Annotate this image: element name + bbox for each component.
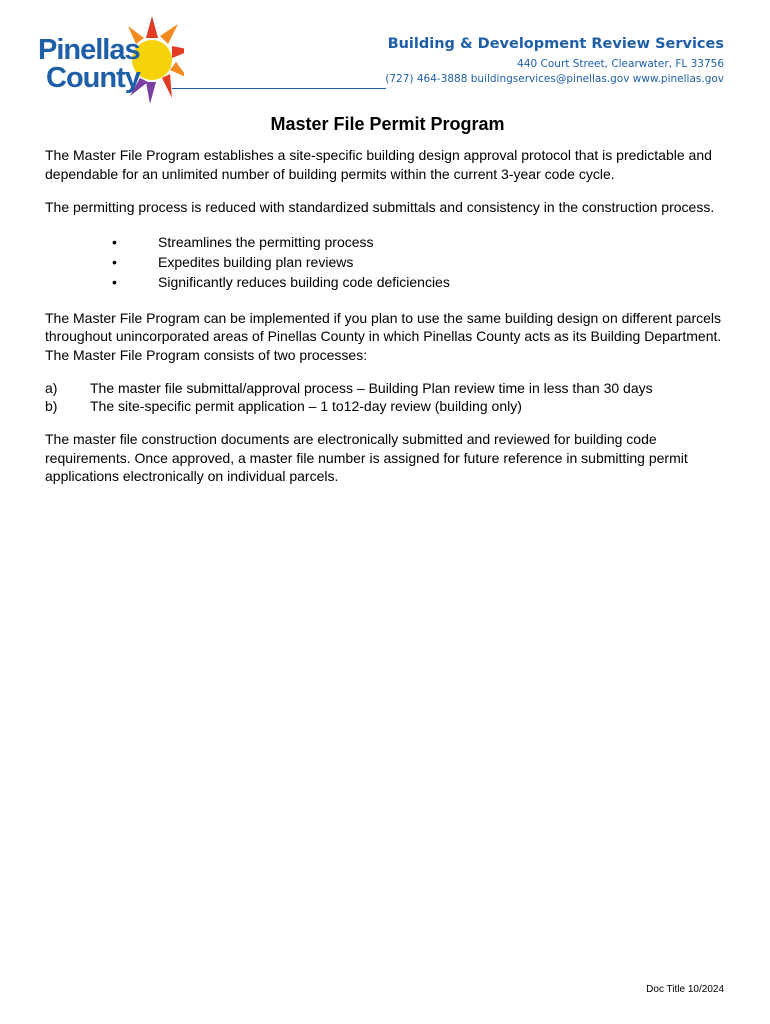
bullet-icon: •	[112, 253, 117, 270]
processes-list	[45, 379, 730, 415]
department-contact: (727) 464-3888 buildingservices@pinellas.gov www.pinellas.gov	[385, 73, 724, 85]
process-paragraph: The permitting process is reduced with standardized submittals and consistency in the construction process.	[45, 199, 715, 215]
department-block	[385, 36, 724, 85]
list-item: b) The site-specific permit application – 1 to12-day review (building only)	[45, 398, 522, 414]
implementation-paragraph: The Master File Program can be implemented if you plan to use the same building design on different parcels throughout unincorporated areas of Pinellas County in which Pinellas County acts as its Building Department. The Master File Program consists of two processes:	[45, 309, 722, 363]
doc-footer: Doc Title 10/2024	[646, 984, 724, 995]
header-divider	[172, 88, 386, 89]
bullet-icon: •	[112, 273, 117, 290]
intro-paragraph: The Master File Program establishes a site-specific building design approval protocol that is predictable and dependable for an unlimited number of building permits within the current 3-year code cycle.	[45, 147, 712, 182]
list-item: • Streamlines the permitting process	[112, 233, 374, 250]
letterhead	[0, 0, 770, 110]
logo-line-2: County	[46, 62, 140, 94]
document-body	[45, 114, 730, 501]
list-item: • Expedites building plan reviews	[112, 253, 354, 270]
submission-paragraph: The master file construction documents are electronically submitted and reviewed for building code requirements. Once approved, a master file number is assigned for future reference in submitting permit applications electronically on individual parcels.	[45, 431, 688, 484]
logo-line-1: Pinellas	[38, 34, 140, 66]
list-item: • Significantly reduces building code deficiencies	[112, 273, 450, 290]
list-item: a) The master file submittal/approval process – Building Plan review time in less than 30 days	[45, 380, 653, 396]
bullet-icon: •	[112, 233, 117, 250]
page-title: Master File Permit Program	[270, 114, 505, 134]
pinellas-county-logo	[34, 14, 184, 109]
department-name: Building & Development Review Services	[387, 36, 724, 52]
department-address: 440 Court Street, Clearwater, FL 33756	[517, 58, 724, 70]
benefits-list	[45, 232, 730, 292]
